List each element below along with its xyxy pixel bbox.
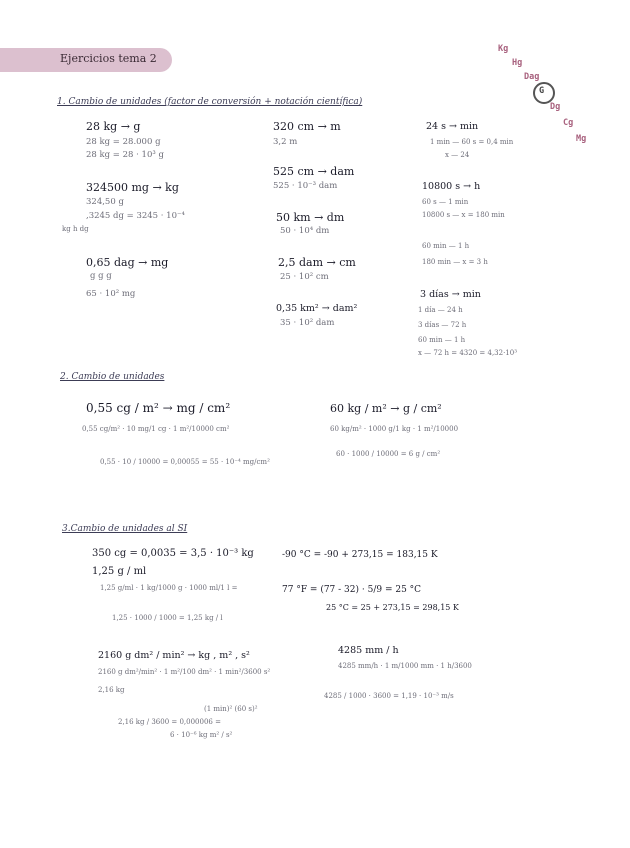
problem-1j: 10800 s → h <box>422 181 481 192</box>
work-line: 28 kg = 28.000 g <box>86 137 161 147</box>
work-line: 0,55 · 10 / 10000 = 0,00055 = 55 · 10⁻⁴ mg/cm² <box>100 458 270 466</box>
problem-3a: 350 cg = 0,0035 = 3,5 · 10⁻³ kg <box>92 548 254 559</box>
work-line: 25 °C = 25 + 273,15 = 298,15 K <box>326 603 459 612</box>
work-line: 2,16 kg <box>98 686 125 694</box>
problem-1d: 320 cm → m <box>273 120 341 133</box>
work-line: kg h dg <box>62 225 89 233</box>
work-line: 3 días — 72 h <box>418 321 467 329</box>
work-line: 2160 g dm²/min² · 1 m²/100 dm² · 1 min²/3600 s² <box>98 668 271 676</box>
problem-1i: 24 s → min <box>426 121 479 132</box>
work-line: 60 kg/m² · 1000 g/1 kg · 1 m²/10000 <box>330 425 459 433</box>
work-line: 60 min — 1 h <box>422 242 470 250</box>
work-line: 1 min — 60 s = 0,4 min <box>430 138 514 146</box>
unit-mg: Mg <box>576 134 587 144</box>
work-line: 4285 mm/h · 1 m/1000 mm · 1 h/3600 <box>338 662 472 670</box>
problem-3b-2: 77 °F = (77 - 32) · 5/9 = 25 °C <box>282 585 422 595</box>
unit-kg: Kg <box>498 44 509 54</box>
work-line: 10800 s — x = 180 min <box>422 211 505 219</box>
work-line: 28 kg = 28 · 10³ g <box>86 150 164 160</box>
work-line: 60 s — 1 min <box>422 198 469 206</box>
title-banner <box>0 48 172 72</box>
unit-cg: Cg <box>563 118 574 128</box>
problem-1k: 3 días → min <box>420 289 481 300</box>
problem-3c: 2160 g dm² / min² → kg , m² , s² <box>98 650 250 661</box>
problem-3a-2: 1,25 g / ml <box>92 566 147 577</box>
unit-hg: Hg <box>512 58 523 68</box>
section-3-title: 3.Cambio de unidades al SI <box>62 524 188 534</box>
problem-1b: 324500 mg → kg <box>86 181 179 194</box>
work-line: 6 · 10⁻⁶ kg m² / s² <box>170 731 233 739</box>
work-line: 35 · 10² dam <box>280 318 335 328</box>
unit-dag: Dag <box>524 72 540 82</box>
unit-dg: Dg <box>550 102 561 112</box>
problem-3b: -90 °C = -90 + 273,15 = 183,15 K <box>282 550 438 560</box>
work-line: 2,16 kg / 3600 = 0,000006 = <box>118 718 221 726</box>
work-line: 3,2 m <box>273 137 298 147</box>
work-line: 0,55 cg/m² · 10 mg/1 cg · 1 m²/10000 cm² <box>82 425 230 433</box>
work-line: x — 72 h = 4320 = 4,32·10³ <box>418 349 518 357</box>
work-line: 25 · 10² cm <box>280 272 329 282</box>
problem-1c: 0,65 dag → mg <box>86 256 169 269</box>
problem-2b: 60 kg / m² → g / cm² <box>330 402 442 415</box>
problem-1f: 50 km → dm <box>276 211 345 224</box>
work-line: (1 min)² (60 s)² <box>204 705 258 713</box>
problem-3d: 4285 mm / h <box>338 645 399 656</box>
problem-2a: 0,55 cg / m² → mg / cm² <box>86 401 231 415</box>
work-line: 1,25 g/ml · 1 kg/1000 g · 1000 ml/1 l = <box>100 584 238 592</box>
page-title: Ejercicios tema 2 <box>60 52 157 65</box>
problem-1g: 2,5 dam → cm <box>278 256 356 269</box>
work-line: 1,25 · 1000 / 1000 = 1,25 kg / l <box>112 614 223 622</box>
work-line: 50 · 10⁴ dm <box>280 226 330 236</box>
work-line: 180 min — x = 3 h <box>422 258 488 266</box>
work-line: 65 · 10² mg <box>86 289 136 299</box>
problem-1a: 28 kg → g <box>86 120 141 133</box>
problem-1h: 0,35 km² → dam² <box>276 303 358 314</box>
work-line: 60 · 1000 / 10000 = 6 g / cm² <box>336 450 441 458</box>
section-2-title: 2. Cambio de unidades <box>60 372 165 382</box>
work-line: 324,50 g <box>86 197 124 207</box>
work-line: 60 min — 1 h <box>418 336 466 344</box>
work-line: 525 · 10⁻³ dam <box>273 181 338 191</box>
section-1-title: 1. Cambio de unidades (factor de conversión + notación científica) <box>57 97 363 107</box>
work-line: 1 día — 24 h <box>418 306 463 314</box>
work-line: g g g <box>90 271 112 281</box>
unit-g: G <box>539 86 545 96</box>
work-line: ,3245 dg = 3245 · 10⁻⁴ <box>86 211 185 221</box>
work-line: x — 24 <box>445 151 470 159</box>
work-line: 4285 / 1000 · 3600 = 1,19 · 10⁻³ m/s <box>324 692 454 700</box>
problem-1e: 525 cm → dam <box>273 165 355 178</box>
